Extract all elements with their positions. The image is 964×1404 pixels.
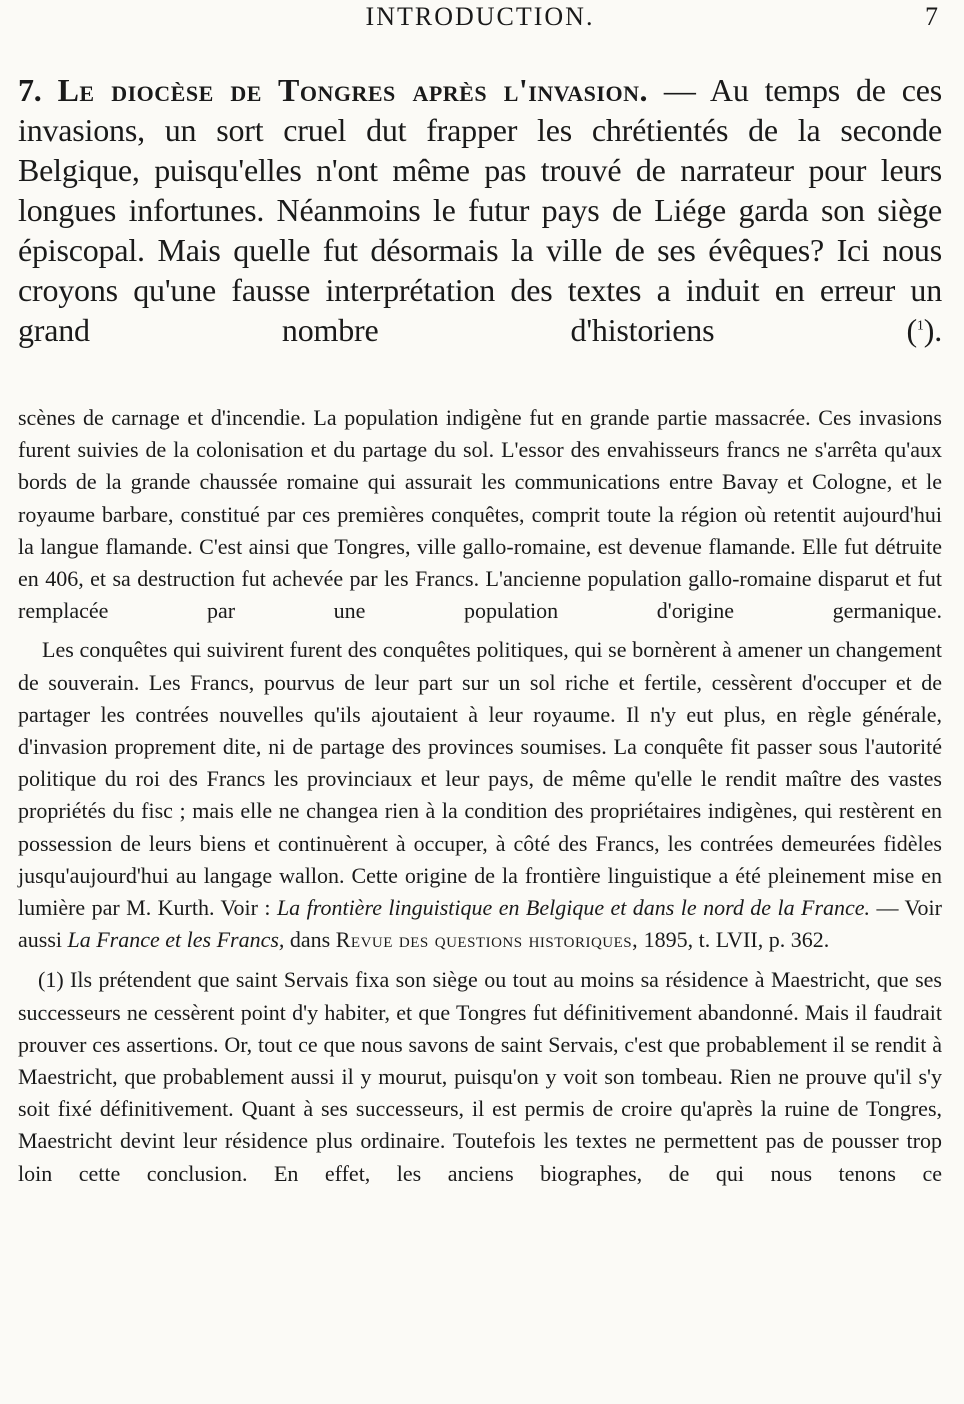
note-paragraph-2-text: Les conquêtes qui suivirent furent des conquêtes politiques, qui se bornèrent à amener un changement de souverain. Les Francs, pourvus de leur part sur un sol riche et fertile, cessèrent d'occuper et de partager les contrées nouvelles qu'ils ajoutaient à leur royaume. Il n'y eut plus, en règle générale, d'invasion proprement dite, ni de partage des provinces soumises. La conquête fit passer sous l'autorité politique du roi des Francs les provinciaux et leur pays, de même qu'elle le rendit maître des vastes propriétés du fisc ; mais elle ne changea rien à la condition des propriétaires indigènes, qui restèrent en possession de leurs biens et continuèrent à occuper, à côté des Francs, les contrées demeurées fidèles jusqu'aujourd'hui au langage wallon. Cette origine de la frontière linguistique a été pleinement mise en lumière par M. Kurth. Voir : (18, 637, 942, 921)
footnote-reference-open: ( (906, 312, 917, 348)
footnote-text: Ils prétendent que saint Servais fixa son siège ou tout au moins sa résidence à Maestricht, que ses successeurs ne cessèrent point d'y habiter, et que Tongres fut définitivement abandonné. Mais il faudrait prouver ces assertions. Or, tout ce que nous savons de saint Servais, c'est que probablement il se rendit à Maestricht, que probablement aussi il y mourut, puisqu'on y voit son tombeau. Rien ne prouve qu'il s'y soit fixé définitivement. Quant à ses successeurs, il est permis de croire qu'après la ruine de Tongres, Maestricht devint leur résidence plus ordinaire. Toutefois les textes ne permettent pas de pousser trop loin cette conclusion. En effet, les anciens biographes, de qui nous tenons ce (18, 967, 942, 1186)
running-title: INTRODUCTION. (365, 2, 595, 31)
reference-title-2: La France et les Francs, (67, 927, 285, 953)
main-paragraph (18, 70, 942, 350)
footnote-reference: 1 (916, 318, 924, 334)
heading-dash: — (647, 72, 710, 108)
main-body-text: Au temps de ces invasions, un sort cruel dut frapper les chrétientés de la seconde Belgique, puisqu'elles n'ont même pas trouvé de narrateur pour leurs longues infortunes. Néanmoins le futur pays de Liége garda son siège épiscopal. Mais quelle fut désormais la ville de ses évêques? Ici nous croyons qu'une fausse interprétation des textes a induit en erreur un grand nombre d'historiens (18, 72, 942, 348)
reference-title-1: La frontière linguistique en Belgique et dans le nord de la France. (276, 895, 871, 921)
section-number: 7. (18, 72, 42, 108)
page-header (18, 0, 942, 56)
reference-lead-2: — Voir aussi (18, 895, 942, 953)
footnote-reference-close: ). (923, 312, 942, 348)
section-heading: Le diocèse de Tongres après l'invasion. (57, 72, 648, 108)
reference-mid: dans (284, 927, 336, 953)
journal-title: Revue des questions historiques, (335, 927, 639, 953)
page-number: 7 (925, 2, 938, 31)
notes-section (18, 402, 942, 1190)
note-paragraph-2 (18, 634, 942, 956)
footnote-1 (18, 964, 942, 1189)
footnote-marker: (1) (38, 967, 64, 993)
citation: 1895, t. LVII, p. 362. (638, 927, 830, 953)
continued-note-paragraph: scènes de carnage et d'incendie. La population indigène fut en grande partie massacrée. Ces invasions furent suivies de la colonisation et du partage du sol. L'essor des envahisseurs francs ne s'arrêta qu'aux bords de la grande chaussée romaine qui assurait les communications entre Bavay et Cologne, et le royaume barbare, constitué par ces premières conquêtes, comprit toute la région où retentit aujourd'hui la langue flamande. C'est ainsi que Tongres, ville gallo-romaine, est devenue flamande. Elle fut détruite en 406, et sa destruction fut achevée par les Francs. L'ancienne population gallo-romaine disparut et fut remplacée par une population d'origine germanique. (18, 405, 942, 624)
